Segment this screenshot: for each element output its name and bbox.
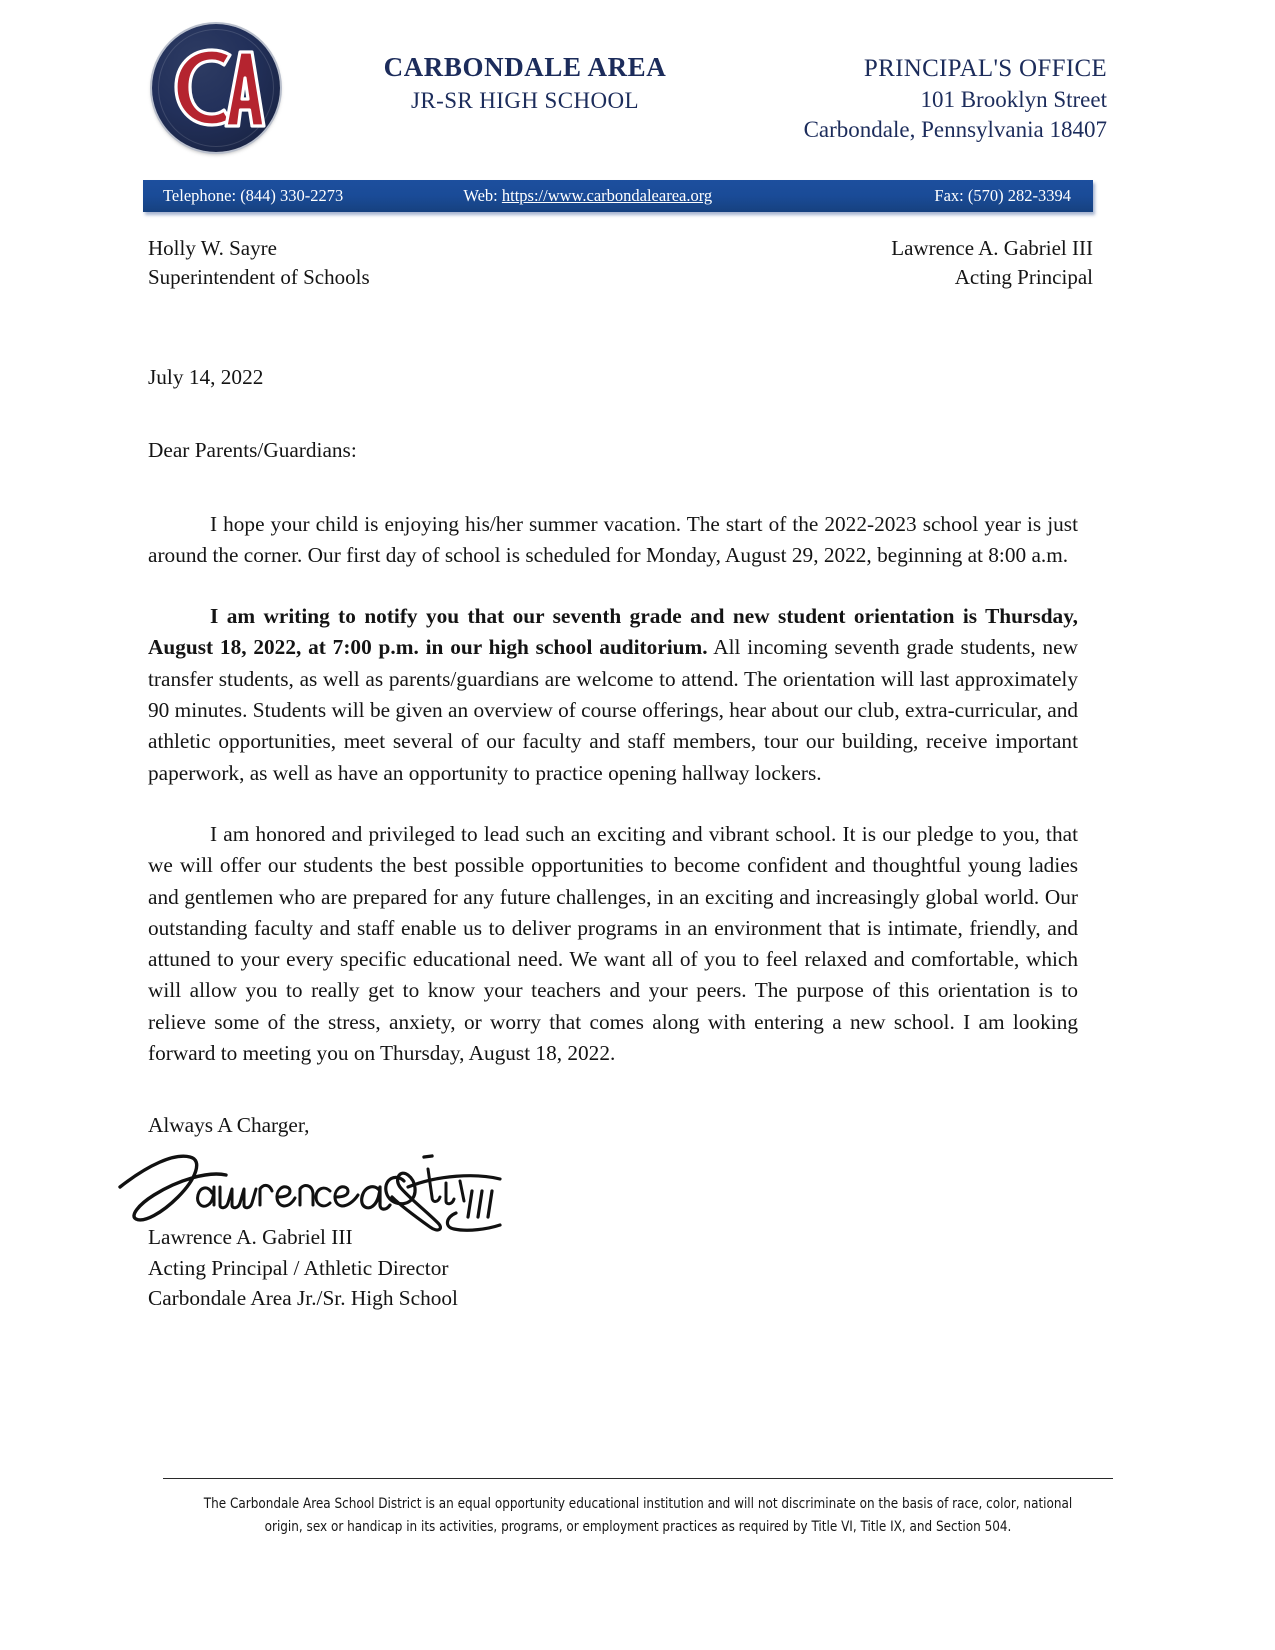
office-title: PRINCIPAL'S OFFICE bbox=[863, 55, 1107, 82]
nondiscrimination-notice bbox=[191, 1493, 1084, 1540]
school-name: CARBONDALE AREA bbox=[383, 52, 667, 82]
footer bbox=[0, 1478, 1275, 1540]
paragraph-2-rest: All incoming seventh grade students, new transfer students, as well as parents/guardians are welcome to attend. The orientation will last approximately 90 minutes. Students will be given an overview of course offerings, hear about our club, extra-curricular, and athletic opportunities, meet several of our faculty and staff members, tour our building, receive important paperwork, as well as have an opportunity to practice opening hallway lockers. bbox=[148, 635, 1078, 785]
contact-bar-wrapper bbox=[0, 172, 1275, 222]
paragraph-2 bbox=[148, 601, 1078, 789]
telephone-text: Telephone: (844) 330-2273 bbox=[163, 186, 344, 205]
ca-monogram-icon bbox=[152, 24, 280, 152]
web-label: Web: bbox=[463, 186, 502, 205]
school-subtitle: JR-SR HIGH SCHOOL bbox=[411, 88, 639, 114]
logo-disc-icon bbox=[152, 24, 280, 152]
footer-divider bbox=[163, 1478, 1113, 1479]
principal-title: Acting Principal bbox=[954, 264, 1093, 289]
principal-block bbox=[891, 234, 1093, 292]
website-link[interactable] bbox=[463, 186, 712, 206]
school-name-block bbox=[330, 52, 720, 116]
footer-line-1: The Carbondale Area School District is an equal opportunity educational institution and will not discriminate on the basis of race, color, national bbox=[203, 1496, 1072, 1512]
letter-closing: Always A Charger, bbox=[148, 1113, 310, 1137]
paragraph-3: I am honored and privileged to lead such an exciting and vibrant school. It is our pledge to you, that we will offer our students the best possible opportunities to become confident and thoughtful young ladies and gentlemen who are prepared for any future challenges, in an exciting and increasingly global world. Our outstanding faculty and staff enable us to deliver programs in an environment that is intimate, friendly, and attuned to your every specific educational need. We want all of you to feel relaxed and comfortable, which will allow you to really get to know your teachers and your peers. The purpose of this orientation is to relieve some of the stress, anxiety, or worry that comes along with entering a new school. I am looking forward to meeting you on Thursday, August 18, 2022. bbox=[148, 821, 1078, 1066]
signer-title: Acting Principal / Athletic Director bbox=[148, 1255, 449, 1280]
paragraph-2-bold: I am writing to notify you that our seventh grade and new student orientation is Thursday, August 18, 2022, at 7:00 p.m. in our high school auditorium. bbox=[148, 604, 1078, 660]
paragraph-1: I hope your child is enjoying his/her summer vacation. The start of the 2022-2023 school year is just around the corner. Our first day of school is scheduled for Monday, August 29, 2022, beginning at 8:00 a.m. bbox=[148, 511, 1078, 567]
signature-block bbox=[148, 1222, 458, 1314]
officials-row bbox=[148, 234, 1093, 292]
superintendent-name: Holly W. Sayre bbox=[148, 236, 277, 260]
letter-body bbox=[148, 362, 1078, 1099]
superintendent-title: Superintendent of Schools bbox=[148, 264, 370, 289]
office-city-state-zip: Carbondale, Pennsylvania 18407 bbox=[803, 117, 1107, 143]
office-street: 101 Brooklyn Street bbox=[920, 87, 1107, 112]
footer-line-2: origin, sex or handicap in its activities, programs, or employment practices as required by Title VI, Title IX, and Section 504. bbox=[264, 1519, 1011, 1536]
school-logo bbox=[152, 24, 280, 152]
letter-salutation: Dear Parents/Guardians: bbox=[148, 438, 357, 463]
web-url[interactable]: https://www.carbondalearea.org bbox=[501, 186, 713, 205]
office-address-block bbox=[804, 52, 1107, 146]
signer-name: Lawrence A. Gabriel III bbox=[148, 1225, 353, 1249]
fax-text: Fax: (570) 282-3394 bbox=[934, 186, 1071, 205]
signer-school: Carbondale Area Jr./Sr. High School bbox=[148, 1286, 458, 1311]
superintendent-block bbox=[148, 234, 370, 292]
principal-name: Lawrence A. Gabriel III bbox=[891, 236, 1093, 260]
letterhead bbox=[0, 0, 1275, 177]
contact-bar bbox=[143, 180, 1093, 212]
letter-date: July 14, 2022 bbox=[148, 365, 264, 389]
